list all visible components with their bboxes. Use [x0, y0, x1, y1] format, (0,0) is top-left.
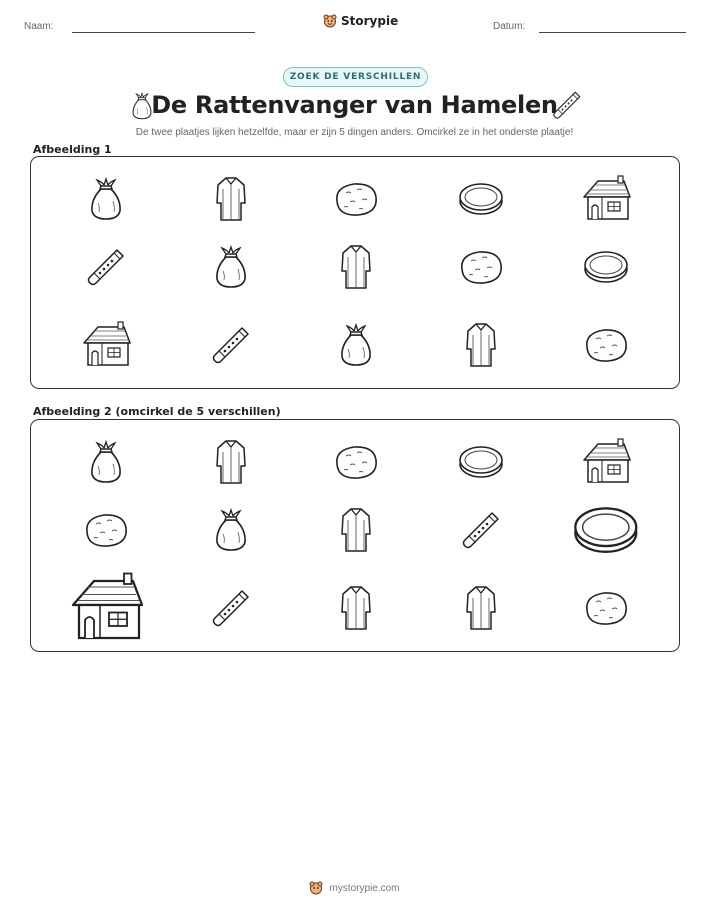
- name-field[interactable]: [72, 32, 255, 33]
- flute-icon[interactable]: [461, 510, 501, 550]
- name-label: Naam:: [24, 21, 54, 32]
- robe-icon[interactable]: [461, 584, 501, 632]
- bread-icon: [332, 179, 380, 219]
- bag-icon[interactable]: [211, 508, 251, 552]
- bread-icon[interactable]: [82, 510, 130, 550]
- flute-icon: [86, 247, 126, 287]
- robe-icon[interactable]: [211, 438, 251, 486]
- bread-icon[interactable]: [332, 442, 380, 482]
- bag-icon: [211, 245, 251, 289]
- storypie-mascot-icon: [323, 14, 337, 28]
- storypie-mascot-icon: [309, 881, 323, 895]
- footer-url[interactable]: mystorypie.com: [329, 882, 400, 894]
- instructions: De twee plaatjes lijken hetzelfde, maar er zijn 5 dingen anders. Omcirkel ze in het onderste plaatje!: [135, 127, 574, 138]
- coin-icon: [582, 249, 630, 285]
- robe-icon: [211, 175, 251, 223]
- robe-icon: [461, 321, 501, 369]
- section1-label: Afbeelding 1: [33, 143, 112, 156]
- robe-icon[interactable]: [336, 584, 376, 632]
- picture-2-panel[interactable]: [30, 419, 680, 652]
- bread-icon[interactable]: [582, 588, 630, 628]
- title-flute-icon: [552, 90, 582, 124]
- bread-icon: [457, 247, 505, 287]
- footer: [0, 881, 709, 895]
- brand-logo: [323, 14, 398, 28]
- bag-icon: [336, 323, 376, 367]
- house-icon: [80, 321, 132, 369]
- date-label: Datum:: [493, 21, 526, 32]
- worksheet-type-badge: ZOEK DE VERSCHILLEN: [283, 67, 428, 87]
- robe-icon: [336, 243, 376, 291]
- house-icon[interactable]: [67, 572, 145, 644]
- house-icon: [580, 175, 632, 223]
- coin-icon[interactable]: [571, 504, 641, 556]
- brand-name: Storypie: [341, 14, 399, 28]
- date-field[interactable]: [539, 32, 686, 33]
- section2-label: Afbeelding 2 (omcirkel de 5 verschillen): [33, 405, 281, 418]
- bag-icon[interactable]: [86, 440, 126, 484]
- picture-1-panel: [30, 156, 680, 389]
- house-icon[interactable]: [580, 438, 632, 486]
- coin-icon[interactable]: [457, 444, 505, 480]
- coin-icon: [457, 181, 505, 217]
- bread-icon: [582, 325, 630, 365]
- page-title: De Rattenvanger van Hamelen: [151, 91, 558, 119]
- flute-icon[interactable]: [211, 588, 251, 628]
- robe-icon[interactable]: [336, 506, 376, 554]
- flute-icon: [211, 325, 251, 365]
- bag-icon: [86, 177, 126, 221]
